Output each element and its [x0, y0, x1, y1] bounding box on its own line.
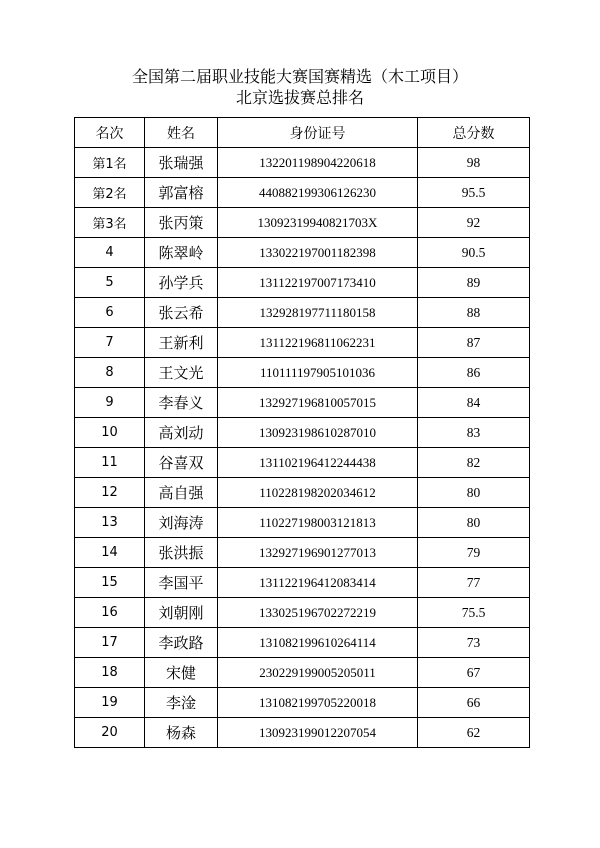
name-cell: 张丙策 — [145, 208, 218, 238]
rank-cell: 第1名 — [75, 148, 145, 178]
name-cell: 郭富榕 — [145, 178, 218, 208]
table-row — [75, 598, 530, 628]
header-total-score: 总分数 — [418, 118, 530, 148]
total-score-cell: 80 — [418, 478, 530, 508]
table-row — [75, 418, 530, 448]
name-cell: 高刘动 — [145, 418, 218, 448]
table-row — [75, 268, 530, 298]
name-cell: 张洪振 — [145, 538, 218, 568]
name-cell: 李春义 — [145, 388, 218, 418]
rank-cell: 10 — [75, 418, 145, 448]
name-cell: 张瑞强 — [145, 148, 218, 178]
total-score-cell: 75.5 — [418, 598, 530, 628]
rank-cell: 6 — [75, 298, 145, 328]
table-row — [75, 508, 530, 538]
header-id-number: 身份证号 — [218, 118, 418, 148]
name-cell: 王文光 — [145, 358, 218, 388]
name-cell: 李国平 — [145, 568, 218, 598]
table-row — [75, 148, 530, 178]
table-row — [75, 478, 530, 508]
id-number-cell: 132927196810057015 — [218, 388, 418, 418]
header-name: 姓名 — [145, 118, 218, 148]
rank-cell: 17 — [75, 628, 145, 658]
table-row — [75, 538, 530, 568]
table-row — [75, 358, 530, 388]
id-number-cell: 133025196702272219 — [218, 598, 418, 628]
rank-cell: 12 — [75, 478, 145, 508]
table-body — [75, 148, 530, 748]
total-score-cell: 98 — [418, 148, 530, 178]
total-score-cell: 82 — [418, 448, 530, 478]
id-number-cell: 131102196412244438 — [218, 448, 418, 478]
rank-cell: 15 — [75, 568, 145, 598]
total-score-cell: 87 — [418, 328, 530, 358]
total-score-cell: 90.5 — [418, 238, 530, 268]
id-number-cell: 131082199705220018 — [218, 688, 418, 718]
table-header-row — [75, 118, 530, 148]
id-number-cell: 132927196901277013 — [218, 538, 418, 568]
table-row — [75, 658, 530, 688]
ranking-table — [74, 117, 530, 748]
name-cell: 刘朝刚 — [145, 598, 218, 628]
name-cell: 李淦 — [145, 688, 218, 718]
rank-cell: 4 — [75, 238, 145, 268]
id-number-cell: 131122196412083414 — [218, 568, 418, 598]
rank-cell: 5 — [75, 268, 145, 298]
name-cell: 宋健 — [145, 658, 218, 688]
table-row — [75, 238, 530, 268]
name-cell: 孙学兵 — [145, 268, 218, 298]
total-score-cell: 86 — [418, 358, 530, 388]
table-row — [75, 178, 530, 208]
total-score-cell: 84 — [418, 388, 530, 418]
id-number-cell: 133022197001182398 — [218, 238, 418, 268]
id-number-cell: 131082199610264114 — [218, 628, 418, 658]
rank-cell: 16 — [75, 598, 145, 628]
name-cell: 张云希 — [145, 298, 218, 328]
table-row — [75, 688, 530, 718]
name-cell: 王新利 — [145, 328, 218, 358]
id-number-cell: 110228198202034612 — [218, 478, 418, 508]
id-number-cell: 13092319940821703X — [218, 208, 418, 238]
id-number-cell: 132201198904220618 — [218, 148, 418, 178]
total-score-cell: 67 — [418, 658, 530, 688]
id-number-cell: 130923198610287010 — [218, 418, 418, 448]
header-rank: 名次 — [75, 118, 145, 148]
table-row — [75, 328, 530, 358]
name-cell: 杨森 — [145, 718, 218, 748]
id-number-cell: 110111197905101036 — [218, 358, 418, 388]
total-score-cell: 83 — [418, 418, 530, 448]
rank-cell: 第3名 — [75, 208, 145, 238]
rank-cell: 13 — [75, 508, 145, 538]
rank-cell: 18 — [75, 658, 145, 688]
document-title — [0, 66, 600, 108]
rank-cell: 第2名 — [75, 178, 145, 208]
table-row — [75, 298, 530, 328]
id-number-cell: 230229199005205011 — [218, 658, 418, 688]
rank-cell: 7 — [75, 328, 145, 358]
rank-cell: 20 — [75, 718, 145, 748]
name-cell: 陈翠岭 — [145, 238, 218, 268]
id-number-cell: 131122196811062231 — [218, 328, 418, 358]
id-number-cell: 132928197711180158 — [218, 298, 418, 328]
rank-cell: 11 — [75, 448, 145, 478]
table-row — [75, 628, 530, 658]
rank-cell: 19 — [75, 688, 145, 718]
total-score-cell: 73 — [418, 628, 530, 658]
rank-cell: 9 — [75, 388, 145, 418]
name-cell: 刘海涛 — [145, 508, 218, 538]
table-row — [75, 388, 530, 418]
title-line-main: 全国第二届职业技能大赛国赛精选（木工项目） — [131, 67, 468, 86]
table-row — [75, 718, 530, 748]
total-score-cell: 62 — [418, 718, 530, 748]
total-score-cell: 95.5 — [418, 178, 530, 208]
table-row — [75, 208, 530, 238]
name-cell: 李政路 — [145, 628, 218, 658]
total-score-cell: 77 — [418, 568, 530, 598]
rank-cell: 14 — [75, 538, 145, 568]
table-row — [75, 448, 530, 478]
total-score-cell: 92 — [418, 208, 530, 238]
total-score-cell: 66 — [418, 688, 530, 718]
total-score-cell: 80 — [418, 508, 530, 538]
title-line-sub: 北京选拔赛总排名 — [235, 88, 364, 107]
name-cell: 谷喜双 — [145, 448, 218, 478]
id-number-cell: 130923199012207054 — [218, 718, 418, 748]
id-number-cell: 110227198003121813 — [218, 508, 418, 538]
total-score-cell: 89 — [418, 268, 530, 298]
total-score-cell: 79 — [418, 538, 530, 568]
name-cell: 高自强 — [145, 478, 218, 508]
rank-cell: 8 — [75, 358, 145, 388]
table-row — [75, 568, 530, 598]
total-score-cell: 88 — [418, 298, 530, 328]
id-number-cell: 131122197007173410 — [218, 268, 418, 298]
id-number-cell: 440882199306126230 — [218, 178, 418, 208]
